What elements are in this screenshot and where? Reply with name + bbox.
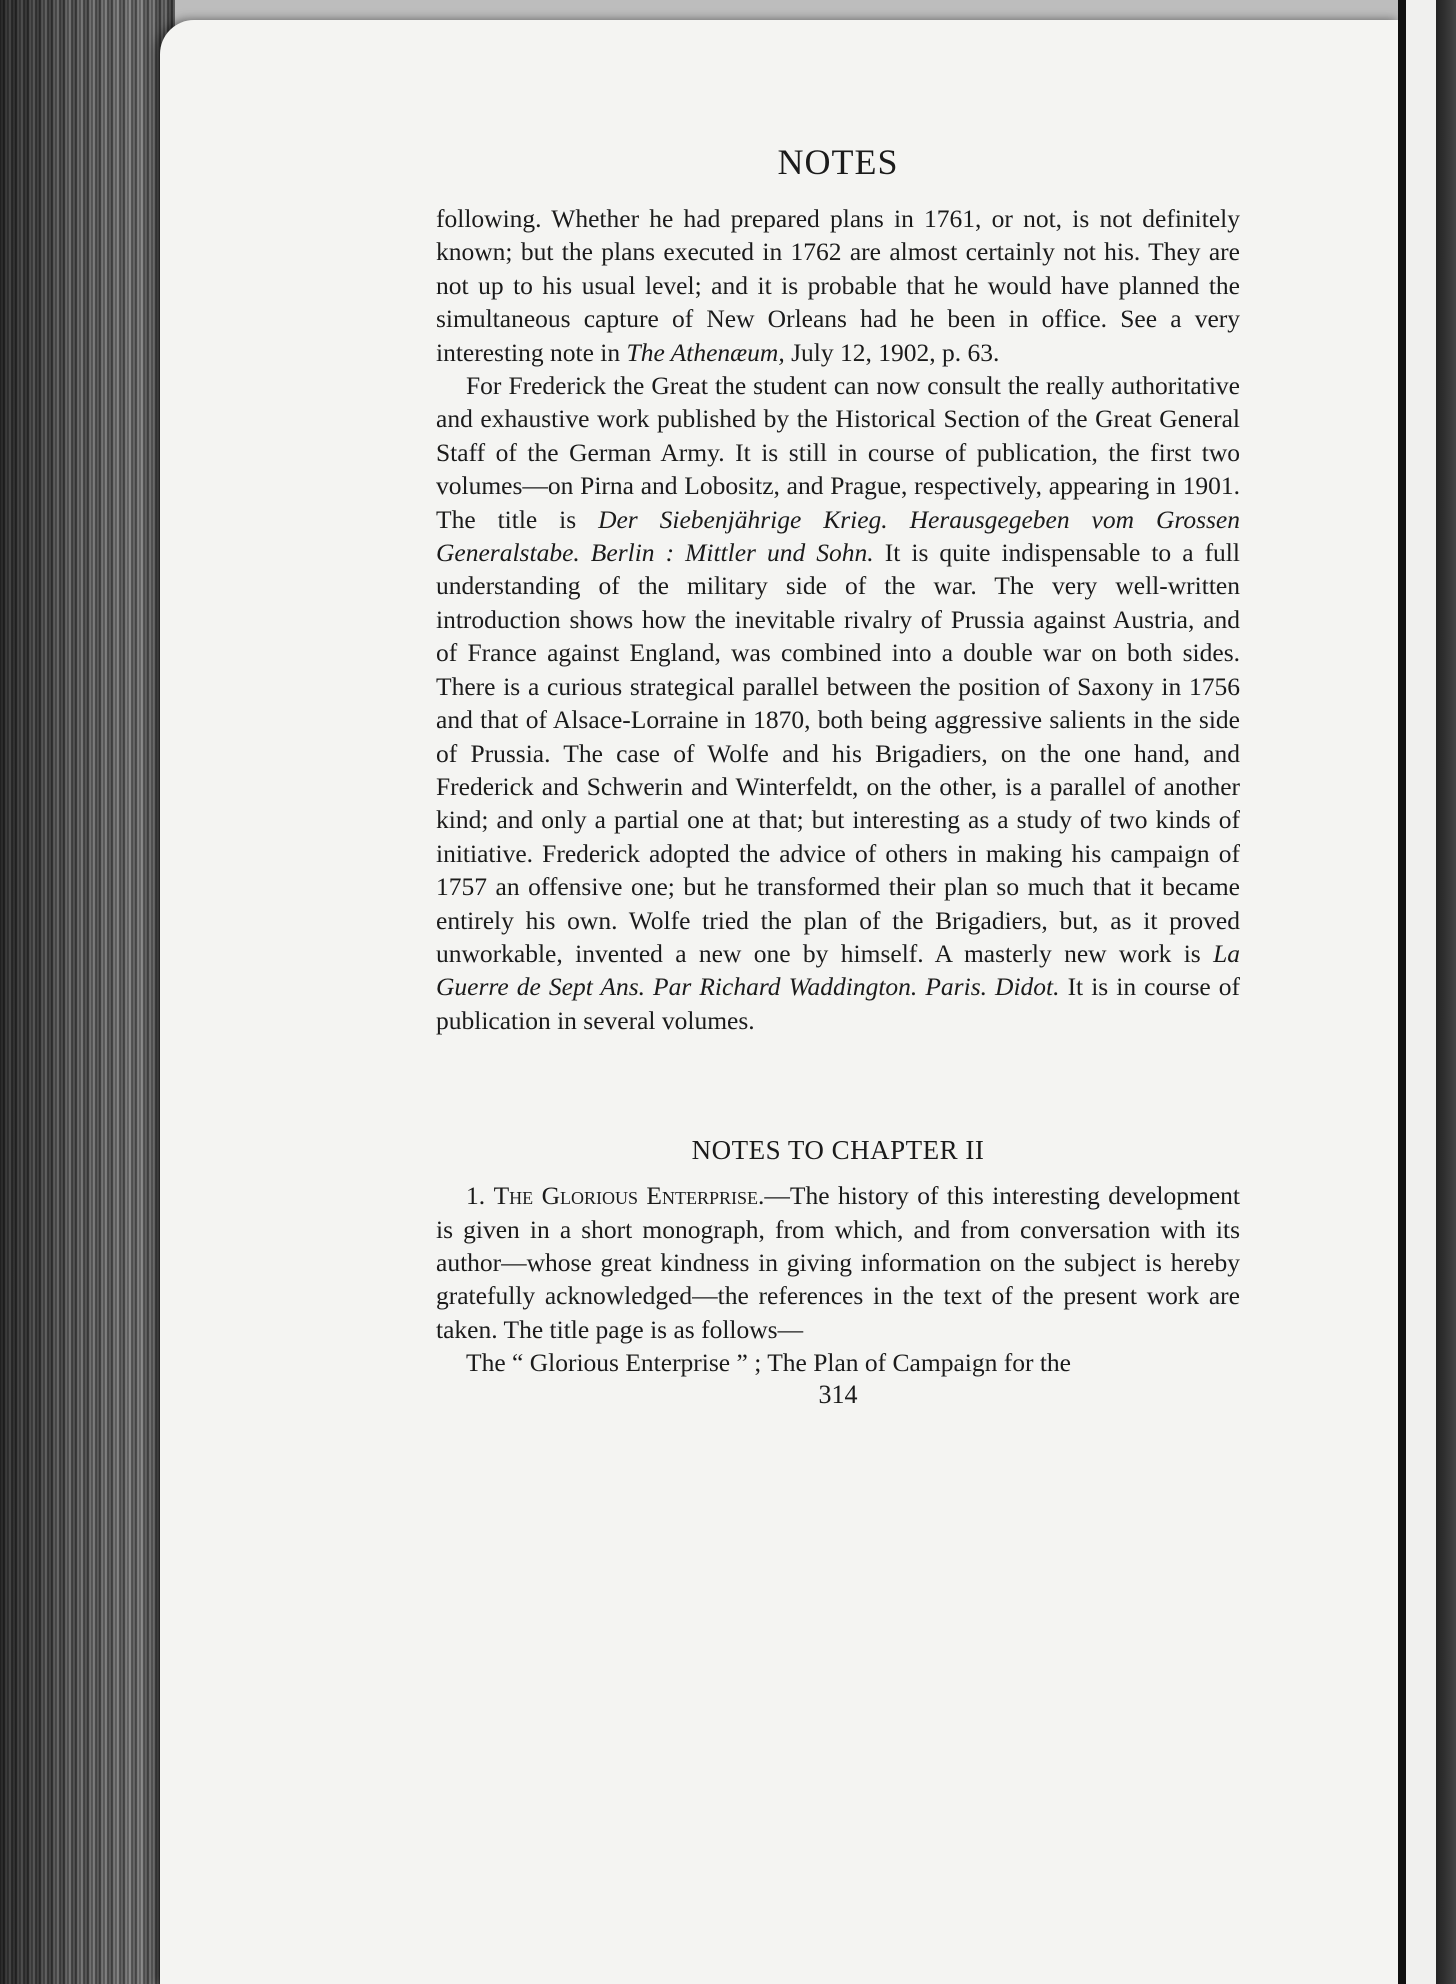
- italic-citation: The Athenæum,: [626, 337, 785, 367]
- paragraph-continuation: [436, 202, 1240, 369]
- paragraph-frederick: [436, 369, 1240, 1037]
- italic-book-title: La Guerre de Sept Ans. Par Richard Waddington. Paris. Didot.: [436, 938, 1240, 1002]
- running-head: NOTES: [777, 142, 899, 182]
- facing-page-edge: [1398, 0, 1456, 1984]
- paragraph-text: For Frederick the Great the student can now consult the really authoritative and exhaustive work published by the Historical Section of the Great General Staff of the German Army. It is still in course of publication, the first two volumes—on Pirna and Lobositz, and Prague, respectively, appearing in 1901. The title is: [436, 371, 1240, 534]
- book-page-edges: [0, 0, 175, 1984]
- paragraph-text: It is in course of publication in several volumes.: [436, 972, 1240, 1035]
- paragraph-text: It is quite indispensable to a full understanding of the military side of the war. The very well-written introduction shows how the inevitable rivalry of Prussia against Austria, and of France against England, was combined into a double war on both sides. There is a curious strategical parallel between the position of Saxony in 1756 and that of Alsace-Lorraine in 1870, both being aggressive salients in the side of Prussia. The case of Wolfe and his Brigadiers, on the one hand, and Frederick and Schwerin and Winterfeldt, on the other, is a parallel of another kind; and only a partial one at that; but interesting as a study of two kinds of initiative. Frederick adopted the advice of others in making his campaign of 1757 an offensive one; but he transformed their plan so much that it became entirely his own. Wolfe tried the plan of the Brigadiers, but, as it proved unworkable, invented a new one by himself. A masterly new work is: [436, 538, 1240, 968]
- italic-book-title: Der Siebenjährige Krieg. Herausgegeben vom Grossen Generalstabe. Berlin : Mittler und Sohn.: [436, 504, 1241, 568]
- note-paragraph: [436, 1179, 1240, 1346]
- page-number: 314: [818, 1379, 858, 1409]
- page-content: [436, 140, 1240, 1410]
- chapter-heading: NOTES TO CHAPTER II: [691, 1135, 985, 1166]
- note-title: The Glorious Enterprise.: [493, 1181, 765, 1211]
- note-text: —The history of this interesting development is given in a short monograph, from which, and from conversation with its author—whose great kindness in giving information on the subject is hereby gratefully acknowledged—the references in the text of the present work are taken. The title page is as follows—: [436, 1181, 1240, 1344]
- note-number: 1.: [466, 1181, 486, 1211]
- paragraph-text: July 12, 1902, p. 63.: [784, 337, 1000, 367]
- paragraph-text: following. Whether he had prepared plans in 1761, or not, is not definitely known; but the plans executed in 1762 are almost certainly not his. They are not up to his usual level; and it is probable that he would have planned the simultaneous capture of New Orleans had he been in office. See a very interesting note in: [436, 204, 1240, 367]
- last-line: The “ Glorious Enterprise ” ; The Plan of Campaign for the: [466, 1348, 1071, 1378]
